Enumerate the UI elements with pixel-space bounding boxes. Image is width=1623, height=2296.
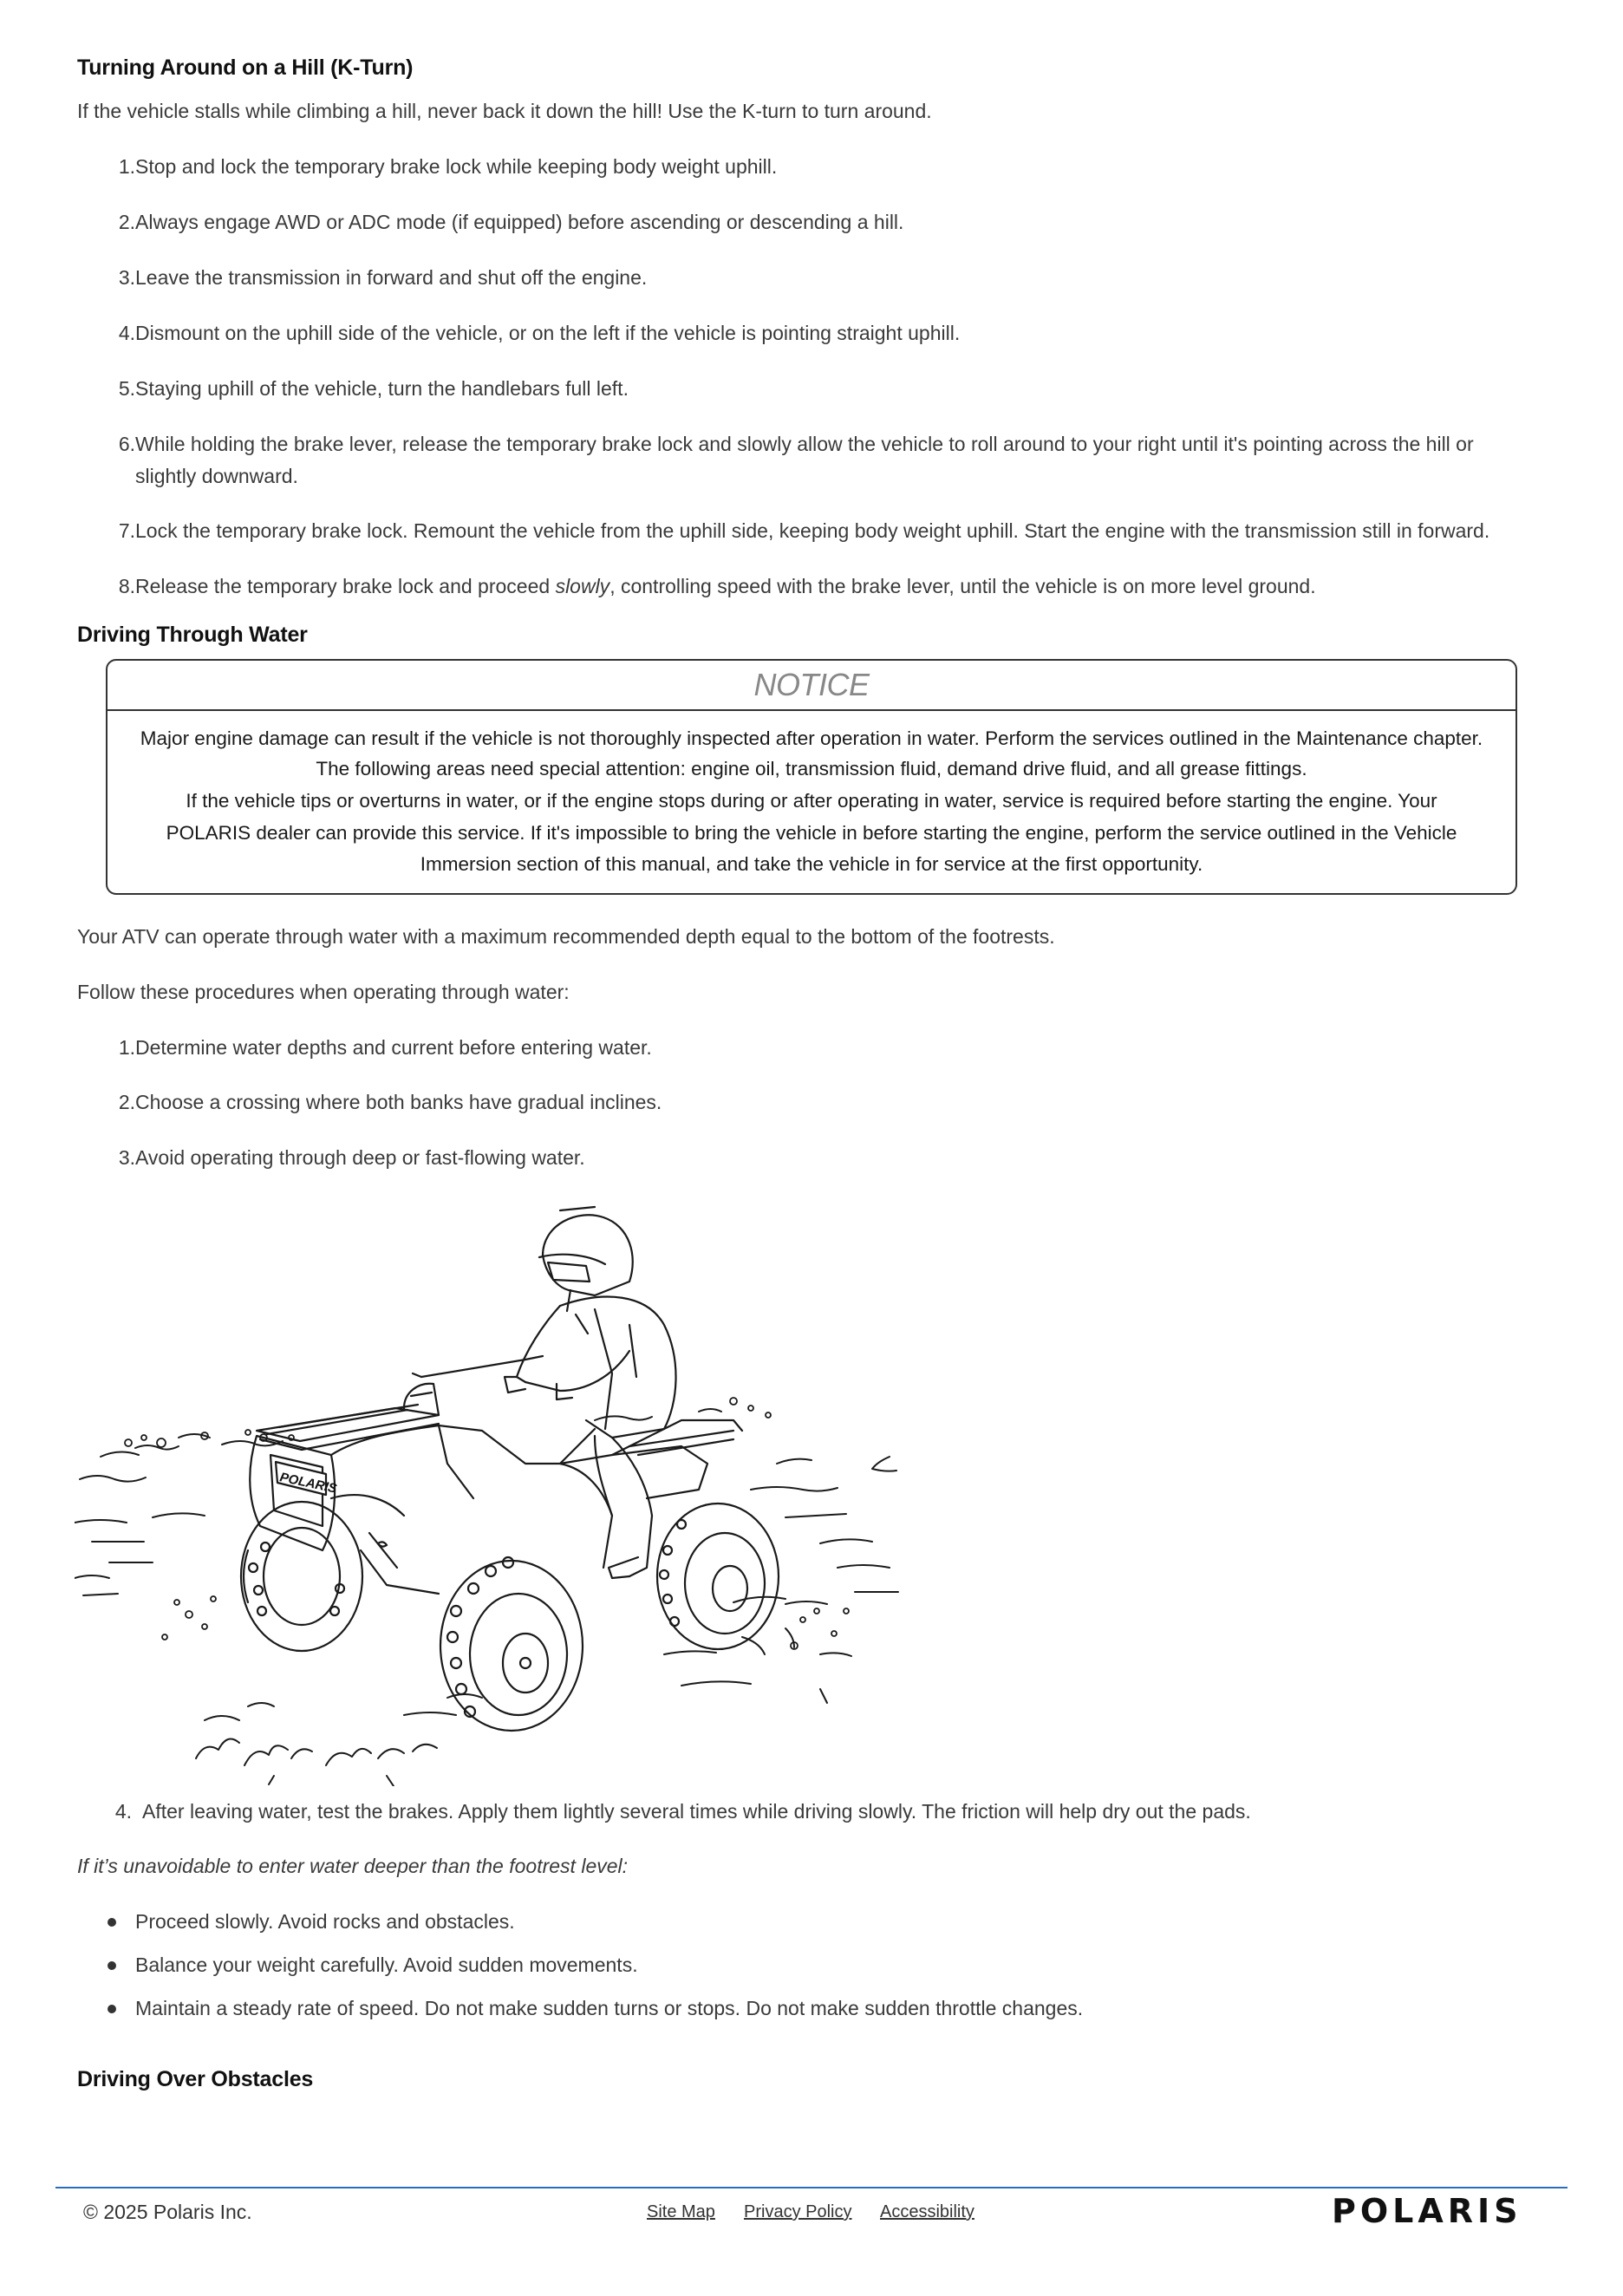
list-text: After leaving water, test the brakes. Apply them lightly several times while driving slowly. The friction will help dry out the pads.: [142, 1800, 1251, 1823]
atv-logo-text: POLARIS: [278, 1470, 338, 1497]
list-number: 2.: [118, 211, 135, 233]
list-text: Avoid operating through deep or fast-flowing water.: [135, 1146, 585, 1169]
list-text: Stop and lock the temporary brake lock while keeping body weight uphill.: [135, 155, 778, 178]
notice-line: Immersion section of this manual, and take the vehicle in for service at the first opportunity.: [420, 853, 1203, 875]
footer-divider: [55, 2187, 1568, 2188]
list-number: 3.: [118, 1146, 135, 1169]
front-right-wheel: [440, 1557, 583, 1731]
list-text: Balance your weight carefully. Avoid sudden movements.: [135, 1954, 638, 1976]
bullet-icon: [108, 1918, 116, 1927]
notice-line: POLARIS dealer can provide this service. If it's impossible to bring the vehicle in before starting the engine, perform the service outlined in the Vehicle: [166, 821, 1457, 844]
list-number: 5.: [118, 377, 135, 400]
list-text: Choose a crossing where both banks have gradual inclines.: [135, 1091, 662, 1113]
front-splash: [196, 1694, 482, 1786]
water-ripples: [75, 1409, 898, 1703]
list-number: 3.: [118, 266, 135, 289]
water-paragraph-depth: Your ATV can operate through water with a maximum recommended depth equal to the bottom of the footrests.: [77, 925, 1055, 948]
list-text: Determine water depths and current before entering water.: [135, 1036, 652, 1059]
list-text: While holding the brake lever, release the temporary brake lock and slowly allow the vehicle to roll around to your right until it's pointing across the hill or: [135, 433, 1474, 455]
notice-line: If the vehicle tips or overturns in water, or if the engine stops during or after operating in water, service is required before starting the engine. Your: [186, 790, 1437, 812]
footer-brand-logo[interactable]: POLARIS: [1332, 2192, 1522, 2230]
notice-line: The following areas need special attention: engine oil, transmission fluid, demand drive fluid, and all grease fittings.: [316, 758, 1307, 779]
list-number: 2.: [118, 1091, 135, 1113]
atv-water-illustration: [75, 1203, 912, 1786]
section-title-kturn: Turning Around on a Hill (K-Turn): [77, 55, 414, 80]
list-text: Staying uphill of the vehicle, turn the handlebars full left.: [135, 377, 629, 400]
footer-link-privacy-policy[interactable]: Privacy Policy: [744, 2202, 852, 2221]
water-paragraph-procedures: Follow these procedures when operating through water:: [77, 981, 570, 1003]
kturn-intro: If the vehicle stalls while climbing a hill, never back it down the hill! Use the K-turn to turn around.: [77, 100, 932, 122]
list-number: 8.: [118, 575, 135, 597]
notice-body: [108, 711, 1515, 881]
list-number: 1.: [118, 1036, 135, 1059]
section-title-obstacles: Driving Over Obstacles: [77, 2067, 314, 2091]
notice-box: [106, 659, 1517, 895]
list-number: 1.: [118, 155, 135, 178]
list-number: 4.: [118, 322, 135, 344]
bullet-icon: [108, 1961, 116, 1970]
list-text: Dismount on the uphill side of the vehicle, or on the left if the vehicle is pointing straight uphill.: [135, 322, 961, 344]
list-text: Maintain a steady rate of speed. Do not make sudden turns or stops. Do not make sudden throttle changes.: [135, 1997, 1084, 2019]
deep-water-intro: If it’s unavoidable to enter water deeper than the footrest level:: [77, 1855, 629, 1877]
notice-line: Major engine damage can result if the vehicle is not thoroughly inspected after operation in water. Perform the services outlined in the Maintenance chapter.: [140, 727, 1483, 749]
list-number: 4.: [114, 1800, 132, 1823]
list-number: 6.: [118, 433, 135, 455]
list-text: Lock the temporary brake lock. Remount the vehicle from the uphill side, keeping body weight uphill. Start the engine with the transmission still in forward.: [135, 519, 1490, 542]
footer-copyright: © 2025 Polaris Inc.: [83, 2201, 252, 2223]
rear-right-wheel: [657, 1503, 779, 1649]
list-number: 7.: [118, 519, 135, 542]
front-suspension: [361, 1533, 439, 1594]
list-text: Proceed slowly. Avoid rocks and obstacles.: [135, 1910, 515, 1933]
footer-link-accessibility[interactable]: Accessibility: [880, 2202, 974, 2221]
section-title-water: Driving Through Water: [77, 623, 308, 647]
front-left-wheel: [241, 1502, 362, 1651]
list-text: Always engage AWD or ADC mode (if equipped) before ascending or descending a hill.: [135, 211, 904, 233]
list-text: Release the temporary brake lock and proceed slowly, controlling speed with the brake lever, until the vehicle is on more level ground.: [135, 575, 1316, 597]
rider: [505, 1207, 676, 1578]
list-text-continued: slightly downward.: [135, 465, 298, 487]
list-text: Leave the transmission in forward and shut off the engine.: [135, 266, 648, 289]
notice-label: NOTICE: [108, 661, 1515, 711]
bullet-icon: [108, 2005, 116, 2013]
footer-link-site-map[interactable]: Site Map: [647, 2202, 715, 2221]
